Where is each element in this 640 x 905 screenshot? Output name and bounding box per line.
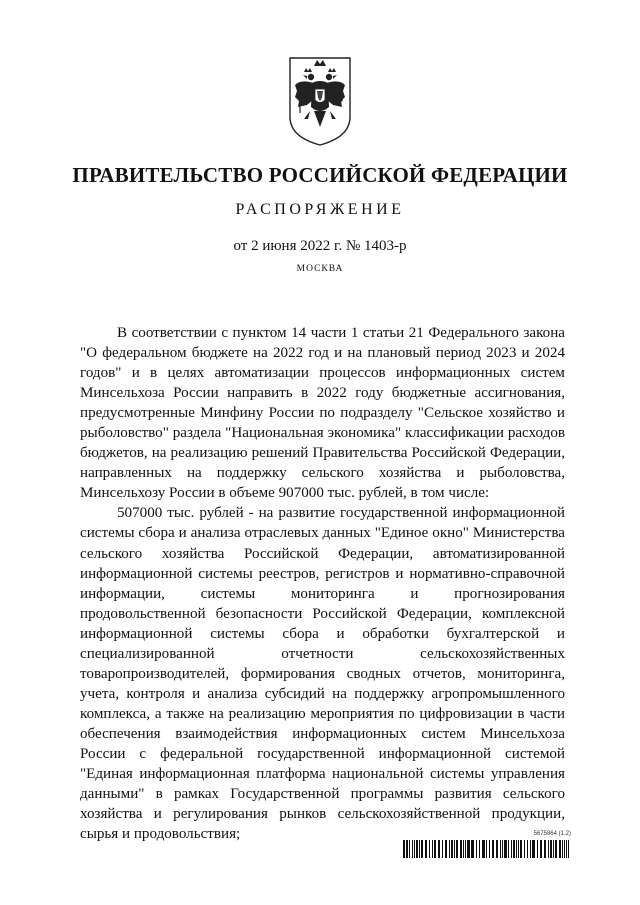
document-body — [80, 323, 565, 844]
paragraph-intro: В соответствии с пунктом 14 части 1 статьи 21 Федерального закона "О федеральном бюджете на 2022 год и на плановый период 2023 и 2024 годов" и в целях автоматизации процессов информационных систем Минсельхоза России направить в 2022 году бюджетные ассигнования, предусмотренные Минфину России по подразделу "Сельское хозяйство и рыболовство" раздела "Национальная экономика" классификации расходов бюджетов, на реализацию решений Правительства Российской Федерации, направленных на поддержку сельского хозяйства и рыболовства, Минсельхозу России в объеме 907000 тыс. рублей, в том числе: — [80, 325, 565, 502]
document-city: МОСКВА — [296, 264, 344, 274]
coat-of-arms-emblem-icon — [287, 55, 353, 147]
document-code: 5675864 (1.2) — [533, 831, 571, 837]
barcode-icon — [403, 840, 571, 858]
paragraph-allocation: 507000 тыс. рублей - на развитие государственной информационной системы сбора и анализа отраслевых данных "Единое окно" Министерства сельского хозяйства Российской Федерации, автоматизированной информационной системы реестров, регистров и нормативно-справочной информации, системы мониторинга и прогнозирования продовольственной безопасности Российской Федерации, комплексной информационной системы сбора и обработки бухгалтерской и специализированной отчетности сельскохозяйственных товаропроизводителей, формирования сводных отчетов, мониторинга, учета, контроля и анализа субсидий на поддержку агропромышленного комплекса, а также на реализацию мероприятия по цифровизации в части обеспечения взаимодействия информационных систем Минсельхоза России с федеральной государственной информационной системой "Единая информационная платформа национальной системы управления данными" в рамках Государственной программы развития сельского хозяйства и регулирования рынков сельскохозяйственной продукции, сырья и продовольствия; — [80, 505, 565, 843]
document-date-number: от 2 июня 2022 г. № 1403-р — [233, 238, 407, 254]
document-type: РАСПОРЯЖЕНИЕ — [235, 201, 405, 218]
government-title: ПРАВИТЕЛЬСТВО РОССИЙСКОЙ ФЕДЕРАЦИИ — [72, 163, 568, 187]
